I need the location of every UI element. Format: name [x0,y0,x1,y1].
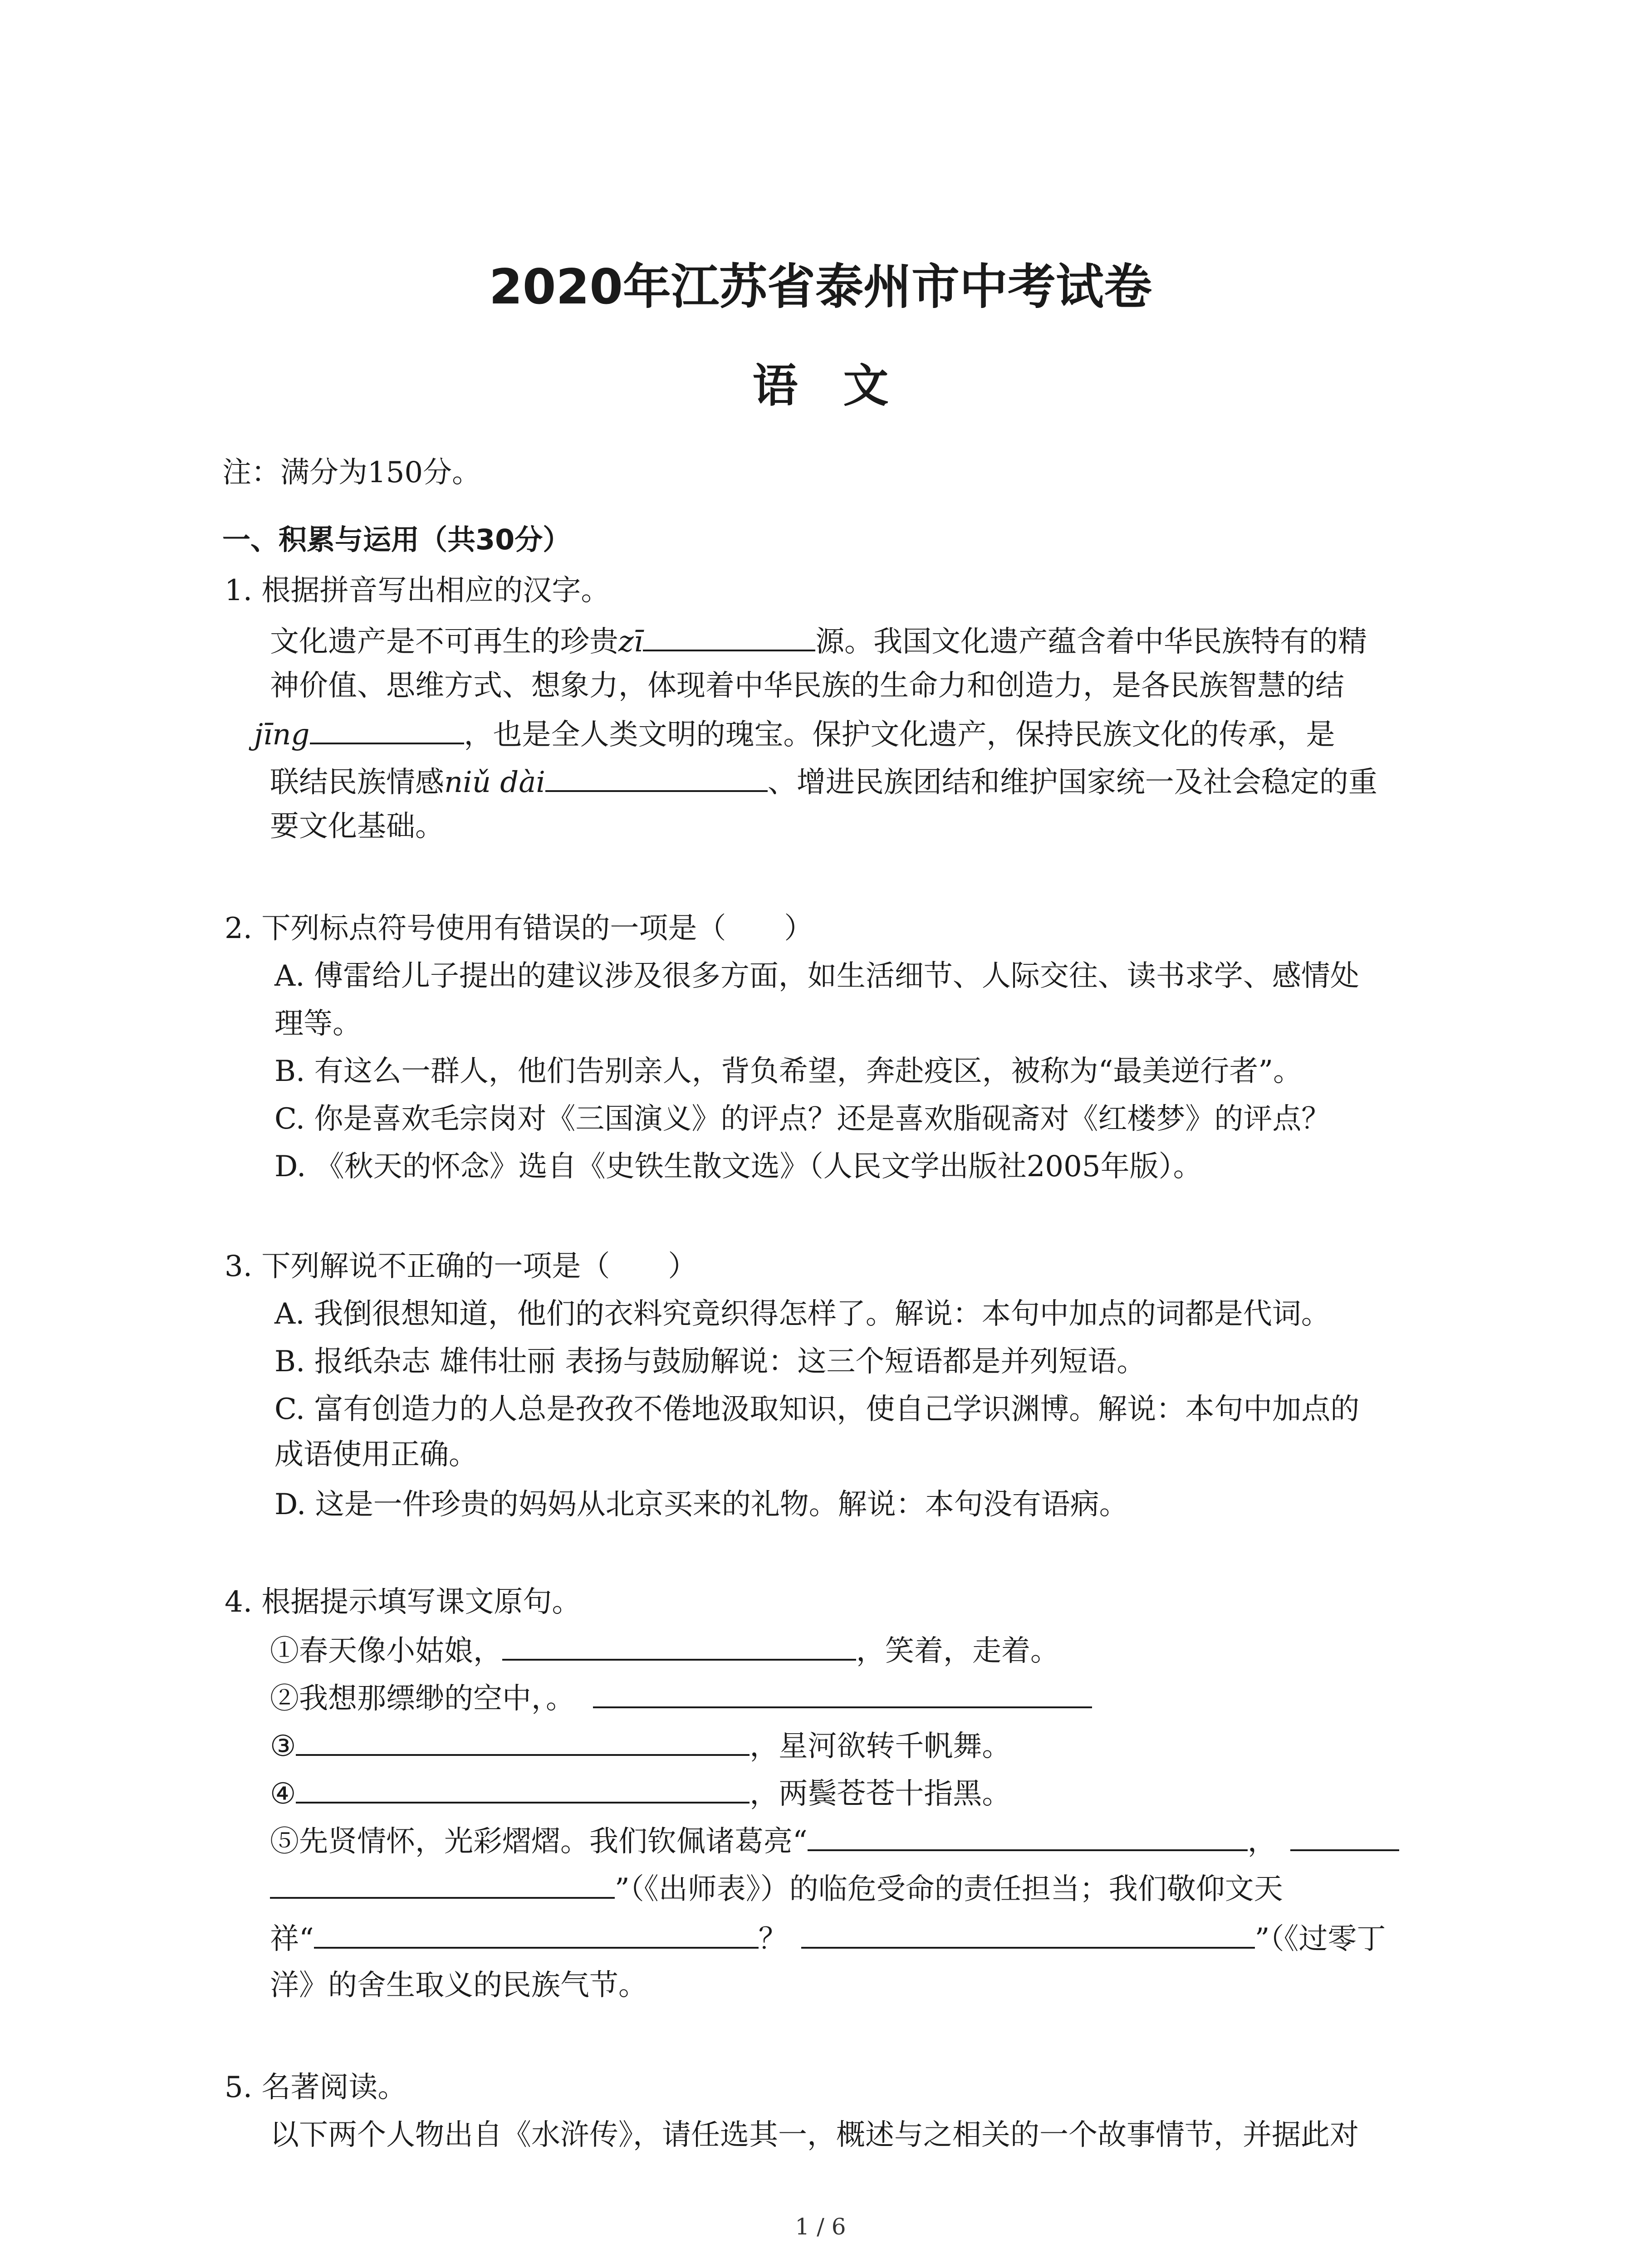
page-title: 2020年江苏省泰州市中考试卷 [489,259,1152,315]
answer-blank[interactable] [808,1826,1248,1851]
question-1-line-5: 要文化基础。 [270,810,444,843]
question-3-option-c-cont: 成语使用正确。 [274,1438,478,1471]
text: 文化遗产是不可再生的珍贵 [270,625,618,659]
text: ①春天像小姑娘， [270,1634,502,1668]
pinyin: jīng [254,718,310,752]
question-2-option-a[interactable]: A. 傅雷给儿子提出的建议涉及很多方面，如生活细节、人际交往、读书求学、感情处 [274,959,1359,993]
text: ④ [270,1777,296,1811]
text: ②我想那缥缈的空中，。 [270,1682,575,1716]
text: ”（《过零丁 [1254,1922,1386,1956]
text: ，也是全人类文明的瑰宝。保护文化遗产，保持民族文化的传承，是 [464,718,1335,752]
text: ”（《出师表》）的临危受命的责任担当；我们敬仰文天 [615,1872,1283,1906]
answer-blank[interactable] [310,719,464,744]
text: 祥“ [270,1922,314,1956]
question-4-stem: 4. 根据提示填写课文原句。 [225,1585,581,1619]
question-3-stem: 3. 下列解说不正确的一项是（ ） [225,1250,697,1283]
text: ③ [270,1730,296,1763]
page-number: 1 / 6 [795,2214,846,2240]
question-3-option-c[interactable]: C. 富有创造力的人总是孜孜不倦地汲取知识，使自己学识渊博。解说：本句中加点的 [274,1393,1360,1426]
answer-blank[interactable] [593,1683,1092,1708]
answer-blank[interactable] [1290,1826,1399,1851]
question-4-item-2 [270,1682,1092,1716]
question-2-option-d[interactable]: D. 《秋天的怀念》选自《史铁生散文选》（人民文学出版社2005年版）。 [274,1150,1202,1183]
answer-blank[interactable] [314,1923,759,1949]
answer-blank[interactable] [643,626,815,651]
question-1-line-2: 神价值、思维方式、想象力，体现着中华民族的生命力和创造力，是各民族智慧的结 [270,669,1344,703]
answer-blank[interactable] [270,1873,615,1899]
question-4-item-4 [270,1778,1011,1809]
text: 、增进民族团结和维护国家统一及社会稳定的重 [767,766,1377,799]
text: 源。我国文化遗产蕴含着中华民族特有的精 [815,625,1367,659]
text: ，两鬓苍苍十指黑。 [749,1777,1011,1811]
question-3-option-b[interactable]: B. 报纸杂志 雄伟壮丽 表扬与鼓励解说：这三个短语都是并列短语。 [274,1345,1146,1378]
text: ⑤先贤情怀，光彩熠熠。我们钦佩诸葛亮“ [270,1825,808,1858]
question-4-item-3 [270,1730,1011,1761]
score-note: 注：满分为150分。 [222,456,481,489]
question-2-stem: 2. 下列标点符号使用有错误的一项是（ ） [225,912,813,945]
answer-blank[interactable] [801,1923,1255,1949]
question-3-option-a[interactable]: A. 我倒很想知道，他们的衣料究竟织得怎样了。解说：本句中加点的词都是代词。 [274,1297,1330,1331]
question-2-option-c[interactable]: C. 你是喜欢毛宗岗对《三国演义》的评点？还是喜欢脂砚斋对《红楼梦》的评点？ [274,1102,1331,1136]
page-subtitle: 语文 [752,359,934,412]
question-4-item-5-line-4: 洋》的舍生取义的民族气节。 [270,1969,647,2002]
answer-blank[interactable] [545,767,768,792]
question-4-item-1 [270,1635,1059,1666]
question-4-item-5-line-2 [270,1873,1283,1904]
section-heading: 一、积累与运用（共30分） [222,523,571,556]
question-2-option-a-cont: 理等。 [274,1007,362,1041]
text: 联结民族情感 [270,766,444,799]
pinyin: zī [618,625,643,659]
answer-blank[interactable] [296,1730,749,1756]
question-5-stem: 5. 名著阅读。 [225,2071,407,2104]
question-2-option-b[interactable]: B. 有这么一群人，他们告别亲人，背负希望，奔赴疫区，被称为“最美逆行者”。 [274,1055,1303,1088]
question-1-line-1 [270,625,1367,659]
text: ， [1247,1825,1277,1858]
question-4-item-5-line-3 [270,1923,1386,1954]
text: ，星河欲转千帆舞。 [749,1730,1011,1763]
question-5-line-1: 以下两个人物出自《水浒传》，请任选其一，概述与之相关的一个故事情节，并据此对 [270,2118,1359,2152]
question-1-line-3 [254,718,1335,752]
pinyin: niǔ dài [444,766,545,799]
question-1-line-4 [270,767,1377,797]
answer-blank[interactable] [296,1778,749,1804]
text: ，笑着，走着。 [856,1634,1059,1668]
answer-blank[interactable] [502,1635,856,1661]
question-3-option-d[interactable]: D. 这是一件珍贵的妈妈从北京买来的礼物。解说：本句没有语病。 [274,1488,1128,1521]
question-4-item-5 [270,1826,1399,1856]
text: ？ [758,1922,788,1956]
question-1-stem: 1. 根据拼音写出相应的汉字。 [225,574,610,607]
